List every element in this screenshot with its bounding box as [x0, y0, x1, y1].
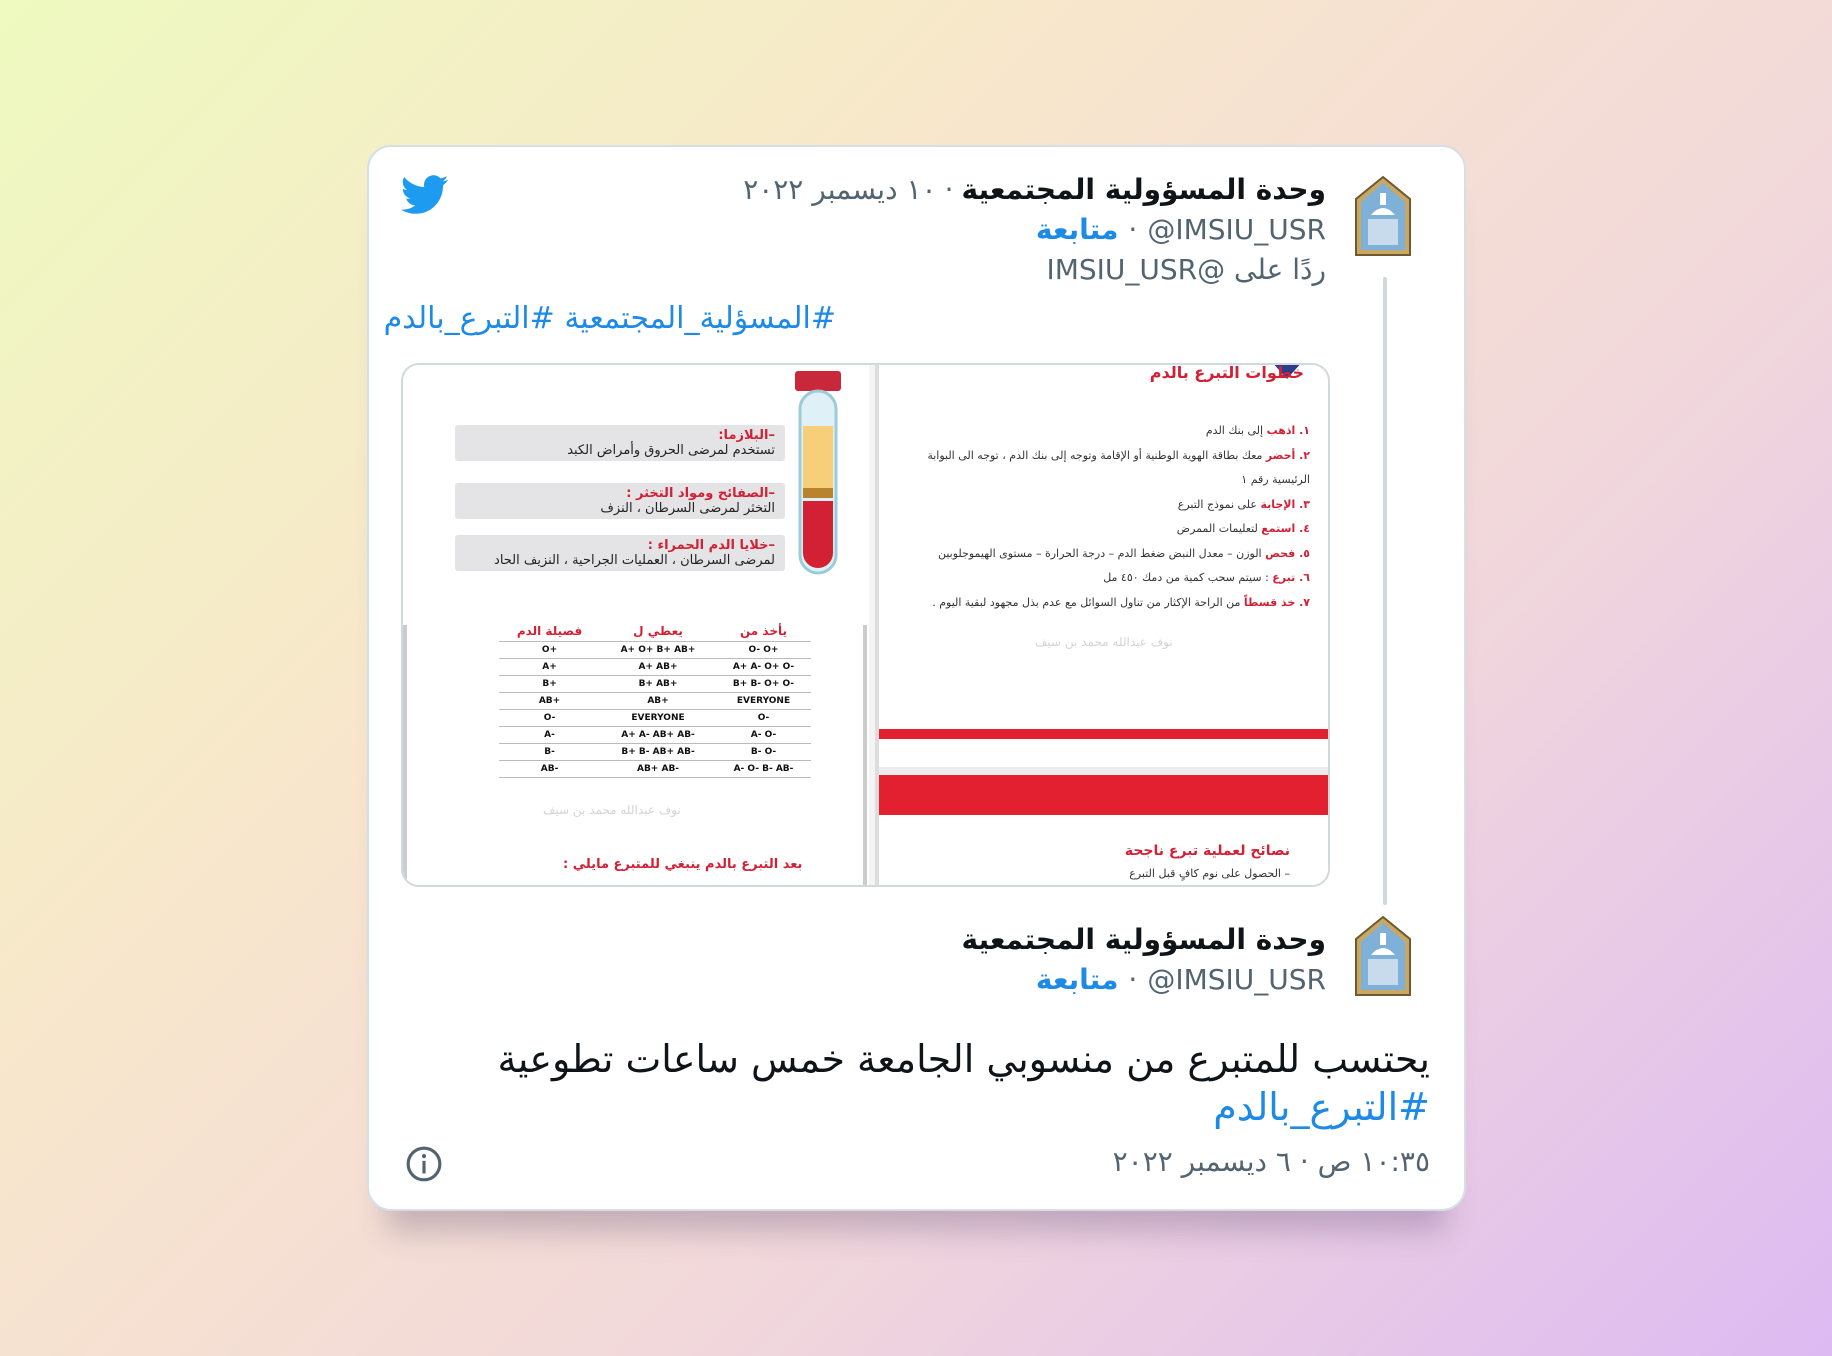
tweet-text: يحتسب للمتبرع من منسوبي الجامعة خمس ساعات تطوعية	[497, 1037, 1430, 1081]
watermark: نوف عبدالله محمد بن سيف	[1035, 635, 1173, 649]
reply-tweet-header	[743, 173, 1326, 206]
separator: ·	[1128, 213, 1138, 246]
white-band	[875, 739, 1330, 767]
list-item: ٧. خذ قسطاً من الراحة الإكثار من تناول السوائل مع عدم بذل مجهود لبقية اليوم .	[932, 595, 1310, 609]
blood-type-table	[499, 621, 811, 778]
watermark: نوف عبدالله محمد بن سيف	[543, 803, 681, 817]
author-name[interactable]: وحدة المسؤولية المجتمعية	[961, 173, 1326, 206]
author-handle[interactable]: @IMSIU_USR	[1147, 213, 1326, 246]
follow-button[interactable]: متابعة	[1035, 213, 1119, 246]
follow-button[interactable]: متابعة	[1035, 963, 1119, 996]
main-tweet-handle-row	[1036, 963, 1326, 996]
table-header-row: فصيلة الدم يعطي ل يأخذ من	[499, 621, 811, 642]
university-logo[interactable]	[1354, 915, 1412, 997]
panel-border	[403, 625, 407, 887]
embedded-tweet-card	[367, 145, 1466, 1211]
table-row: A+ A+ AB+ A+ A- O+ O-	[499, 659, 811, 676]
hashtag-links[interactable]: #المسؤلية_المجتمعية #التبرع_بالدم	[383, 301, 836, 336]
list-item: ٦. تبرع : سيتم سحب كمية من دمك ٤٥٠ مل	[1103, 571, 1310, 584]
panel-border	[875, 365, 879, 887]
table-row: AB- AB+ AB- A- O- B- AB-	[499, 761, 811, 778]
reply-to-label[interactable]: ردًا على @IMSIU_USR	[1046, 253, 1326, 286]
list-item: ٤. استمع لتعليمات الممرض	[1176, 522, 1310, 535]
tweet-timestamp[interactable]: ١٠:٣٥ ص · ٦ ديسمبر ٢٠٢٢	[1112, 1145, 1430, 1178]
infographic-right	[875, 365, 1330, 885]
tips-title: نصائح لعملية تبرع ناجحة	[1124, 843, 1290, 859]
component-plasma: –البلازما: تستخدم لمرضى الحروق وأمراض الكبد	[455, 425, 785, 461]
tweet-media-image[interactable]	[401, 363, 1330, 887]
table-row: O- EVERYONE O-	[499, 710, 811, 727]
separator: ·	[944, 173, 954, 206]
tips-first-item: – الحصول على نوم كافٍ قبل التبرع	[1129, 867, 1290, 880]
list-item: ١. اذهب إلى بنك الدم	[1205, 424, 1310, 437]
twitter-bird-icon[interactable]	[401, 175, 449, 215]
university-logo[interactable]	[1354, 175, 1412, 257]
steps-title: خطوات التبرع بالدم	[1149, 363, 1304, 382]
tweet-date[interactable]: ١٠ ديسمبر ٢٠٢٢	[743, 173, 937, 206]
thread-connector-line	[1383, 277, 1387, 905]
red-band	[875, 775, 1330, 815]
after-donation-heading: بعد التبرع بالدم ينبغي للمتبرع مايلي :	[563, 857, 803, 872]
author-name[interactable]: وحدة المسؤولية المجتمعية	[961, 923, 1326, 956]
list-item: ٢. أحضر معك بطاقة الهوية الوطنية أو الإقامة وتوجه إلى بنك الدم ، توجه الى البوابة الرئيسية رقم ١	[927, 448, 1310, 486]
table-row: B- B+ B- AB+ AB- B- O-	[499, 744, 811, 761]
red-band	[875, 729, 1330, 739]
tweet-body	[400, 1035, 1430, 1131]
reply-tweet-handle-row	[1036, 213, 1326, 246]
info-icon[interactable]	[405, 1145, 443, 1183]
component-platelets: –الصفائح ومواد التخثر : التخثر لمرضى السرطان ، النزف	[455, 483, 785, 519]
table-row: O+ A+ O+ B+ AB+ O- O+	[499, 642, 811, 659]
component-red-cells: –خلايا الدم الحمراء : لمرضى السرطان ، العمليات الجراحية ، النزيف الحاد	[455, 535, 785, 571]
table-row: AB+ AB+ EVERYONE	[499, 693, 811, 710]
infographic-left	[403, 365, 869, 885]
list-item: ٣. الإجابة على نموذج التبرع	[1177, 497, 1310, 511]
blood-tube-graphic	[795, 371, 841, 581]
panel-border	[863, 625, 867, 887]
table-row: A- A+ A- AB+ AB- A- O-	[499, 727, 811, 744]
author-handle[interactable]: @IMSIU_USR	[1147, 963, 1326, 996]
gray-band	[875, 767, 1330, 775]
separator: ·	[1128, 963, 1138, 996]
list-item: ٥. فحص الوزن – معدل النبض ضغط الدم – درجة الحرارة – مستوى الهيموجلوبين	[937, 546, 1310, 560]
donation-steps-list	[910, 419, 1310, 615]
table-row: B+ B+ AB+ B+ B- O+ O-	[499, 676, 811, 693]
hashtag-link[interactable]: #التبرع_بالدم	[1213, 1085, 1430, 1129]
